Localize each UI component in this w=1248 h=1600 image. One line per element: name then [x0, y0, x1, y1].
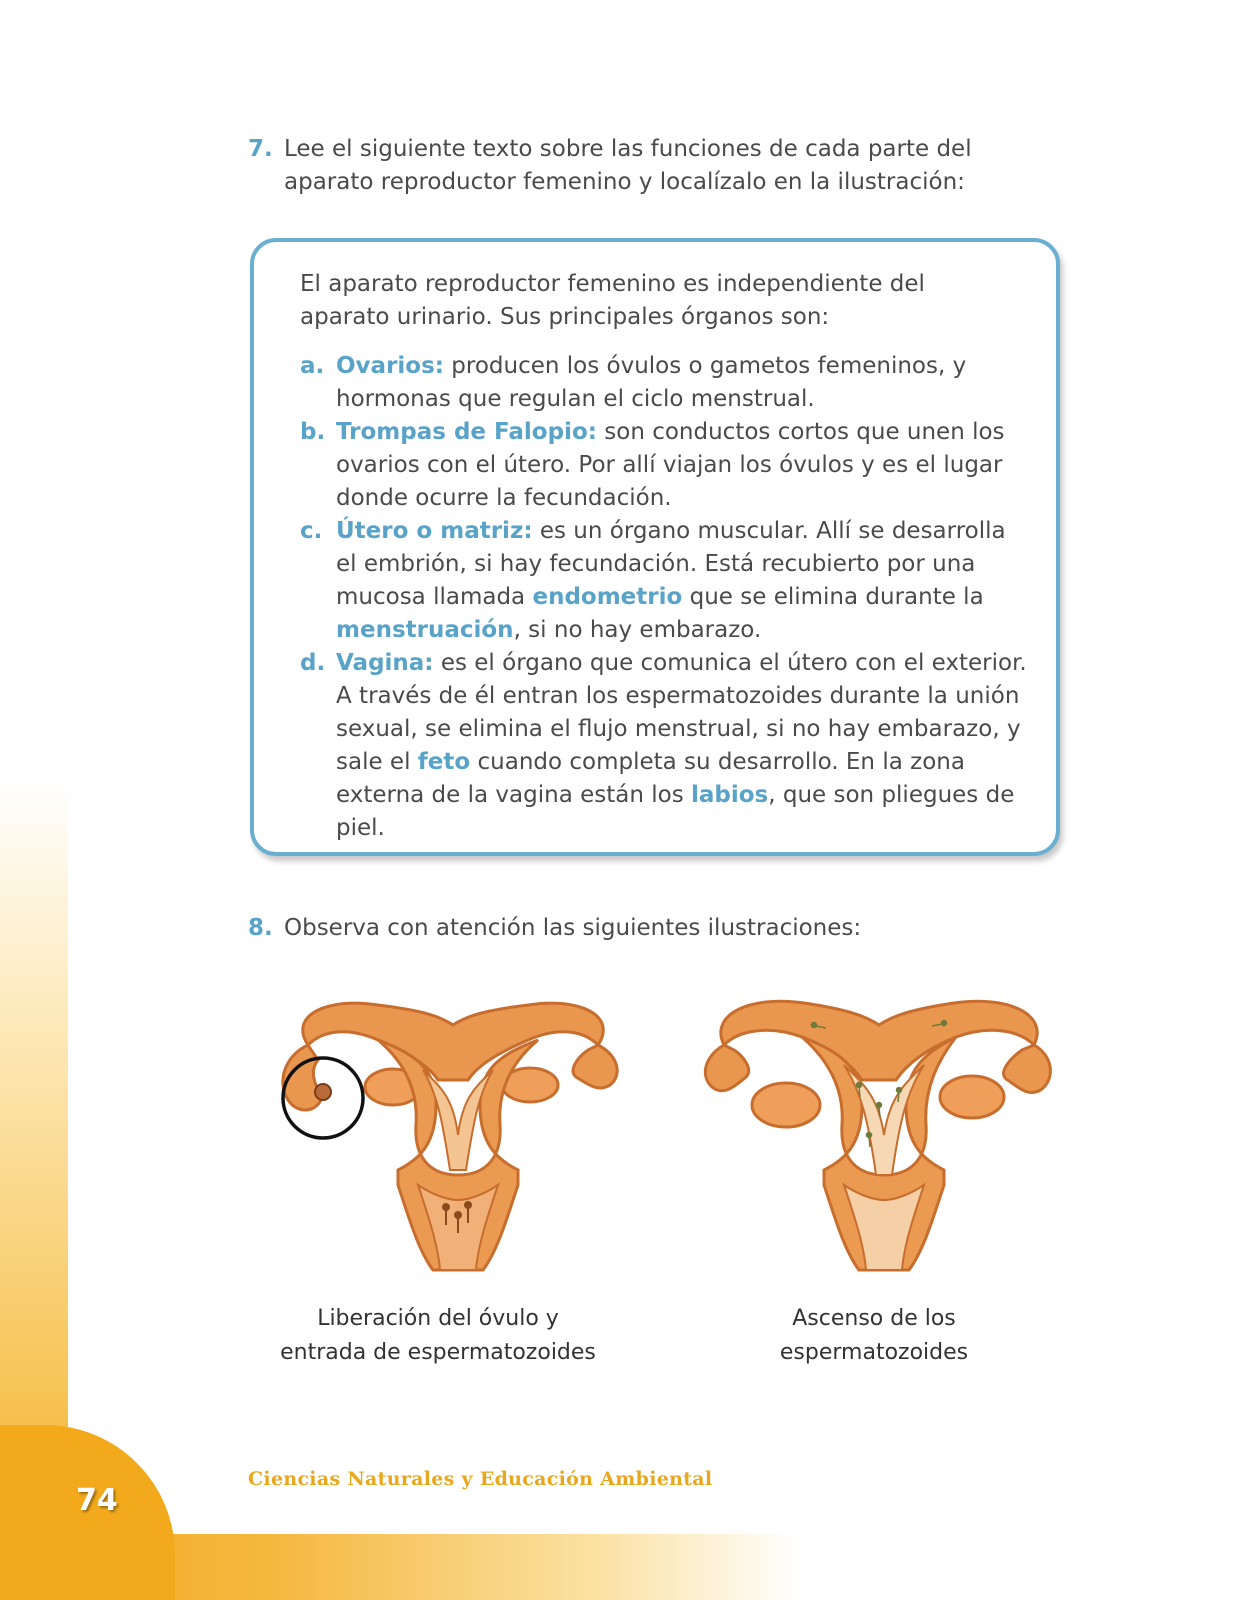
list-item-trompas: [300, 416, 1030, 515]
question-8-number: 8.: [248, 915, 273, 941]
page-number: 74: [76, 1483, 118, 1518]
definition-utero-part3: , si no hay embarazo.: [513, 617, 762, 643]
term-labios: labios: [690, 782, 769, 808]
list-item-letter: d.: [300, 650, 326, 676]
caption-line: entrada de espermatozoides: [280, 1340, 596, 1365]
list-item-utero: [300, 515, 1030, 647]
question-7-number: 7.: [248, 136, 273, 162]
list-item-letter: b.: [300, 419, 326, 445]
organ-list: [300, 350, 1030, 845]
footer-book-title: Ciencias Naturales y Educación Ambiental: [248, 1468, 713, 1490]
definition-utero-part2: que se elimina durante la: [682, 584, 984, 610]
list-item-letter: c.: [300, 518, 323, 544]
list-item-letter: a.: [300, 353, 325, 379]
term-feto: feto: [417, 749, 471, 775]
term-utero: Útero o matriz:: [336, 518, 533, 544]
definition-vagina-part2: cuando completa su desarrollo. En la zona externa de la vagina están los: [336, 749, 965, 808]
term-vagina: Vagina:: [336, 650, 434, 676]
caption-line: Ascenso de los: [792, 1306, 956, 1331]
question-7-text: Lee el siguiente texto sobre las funciones de cada parte del aparato reproductor femenino y localízalo en la ilustración:: [284, 136, 972, 195]
list-item-ovarios: [300, 350, 1030, 416]
info-box-intro: El aparato reproductor femenino es independiente del aparato urinario. Sus principales órganos son:: [300, 271, 925, 330]
uterus-illustration-sperm-ascent: [694, 985, 1064, 1285]
uterus-illustration-ovulation: [268, 985, 638, 1285]
definition-vagina-part1: es el órgano que comunica el útero con el exterior. A través de él entran los espermatozoides durante la unión sexual, se elimina el flujo menstrual, si no hay embarazo, y sale el: [336, 650, 1027, 775]
uterus-drawing: [705, 1001, 1050, 1270]
definition-trompas: son conductos cortos que unen los ovarios con el útero. Por allí viajan los óvulos y es el lugar donde ocurre la fecundación.: [336, 419, 1005, 511]
caption-line: Liberación del óvulo y: [317, 1306, 559, 1331]
definition-utero-part1: es un órgano muscular. Allí se desarrolla el embrión, si hay fecundación. Está recubierto por una mucosa llamada: [336, 518, 1006, 610]
question-7: [248, 133, 1008, 199]
illustration-1-caption: [258, 1302, 618, 1370]
caption-line: espermatozoides: [779, 1340, 969, 1365]
definition-ovarios: producen los óvulos o gametos femeninos, y hormonas que regulan el ciclo menstrual.: [336, 353, 967, 412]
term-menstruacion: menstruación: [336, 617, 514, 643]
term-endometrio: endometrio: [532, 584, 683, 610]
definition-vagina-part3: , que son pliegues de piel.: [336, 782, 1015, 841]
term-ovarios: Ovarios:: [336, 353, 444, 379]
question-8: [248, 912, 1008, 945]
question-8-text: Observa con atención las siguientes ilustraciones:: [284, 915, 862, 941]
list-item-vagina: [300, 647, 1030, 845]
term-trompas-de-falopio: Trompas de Falopio:: [336, 419, 597, 445]
illustration-2-caption: [694, 1302, 1054, 1370]
